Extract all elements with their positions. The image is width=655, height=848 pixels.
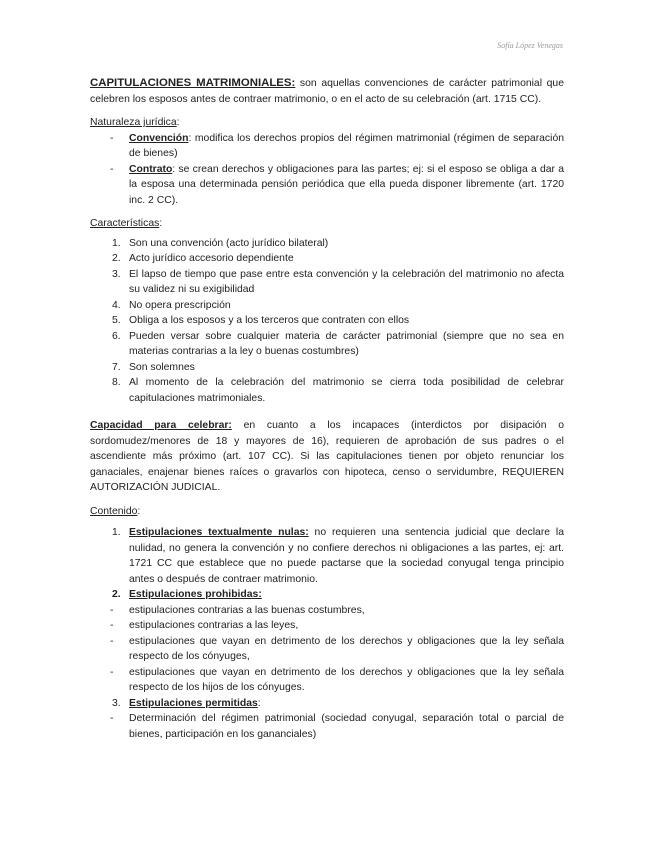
list-marker: 1.: [112, 237, 121, 249]
list-marker: 6.: [112, 330, 121, 342]
contenido-list-cont: [90, 696, 564, 712]
list-item: [90, 665, 564, 696]
list-item: [90, 525, 564, 587]
capacidad-title: Capacidad para celebrar:: [90, 420, 232, 431]
list-item: [90, 618, 564, 634]
list-item: [90, 267, 564, 298]
caracteristicas-list: [90, 236, 564, 407]
list-marker: 2.: [112, 253, 121, 264]
contenido-heading: Contenido:: [90, 505, 141, 517]
page-header-author: Sofía López Venegas: [497, 41, 563, 50]
list-marker: 7.: [112, 361, 121, 373]
naturaleza-list: [90, 131, 564, 209]
list-marker: 4.: [112, 299, 121, 311]
contenido-list: [90, 525, 564, 603]
item-suffix: :: [257, 697, 261, 709]
list-marker: 8.: [112, 377, 121, 388]
item-title: Estipulaciones permitidas: [129, 697, 258, 709]
list-marker: -: [110, 620, 114, 631]
item-text: Al momento de la celebración del matrimonio se cierra toda posibilidad de celebrar capitulaciones matrimoniales.: [129, 377, 564, 404]
capacidad-paragraph: [90, 418, 564, 496]
list-marker: -: [110, 163, 114, 175]
list-item: [90, 375, 564, 406]
permitidas-list: [90, 711, 564, 742]
caracteristicas-heading: Características:: [90, 218, 163, 229]
intro-title: CAPITULACIONES MATRIMONIALES:: [90, 77, 296, 89]
list-item: [90, 634, 564, 665]
item-text: El lapso de tiempo que pase entre esta convención y la celebración del matrimonio no afecta su validez ni su exigibilidad: [129, 268, 564, 295]
list-item: [90, 587, 564, 603]
item-text: estipulaciones que vayan en detrimento de los derechos y obligaciones que la ley señala respecto de los cónyuges,: [129, 635, 564, 662]
list-item: [90, 603, 564, 619]
caracteristicas-heading-text: Características: [90, 218, 160, 229]
list-marker: -: [110, 713, 114, 724]
list-marker: 1.: [112, 527, 121, 538]
item-text: no requieren una sentencia judicial que declare la nulidad, no genera la convención y no confiere derechos ni obligaciones a las partes, ej: art. 1721 CC que establece que no puede pactarse que la sociedad conyugal tenga principio antes o después de contraer matrimonio.: [129, 527, 564, 585]
list-item: [90, 313, 564, 329]
list-item: [90, 162, 564, 209]
item-text: No opera prescripción: [129, 299, 231, 311]
list-item: [90, 696, 564, 712]
item-text: estipulaciones que vayan en detrimento de los derechos y obligaciones que la ley señala respecto de los hijos de los cónyuges.: [129, 666, 564, 693]
list-marker: 3.: [112, 697, 121, 709]
item-text: Acto jurídico accesorio dependiente: [129, 253, 294, 264]
list-marker: -: [110, 132, 114, 144]
prohibidas-list: [90, 603, 564, 696]
item-text: estipulaciones contrarias a las leyes,: [129, 620, 299, 631]
list-marker: 2.: [112, 589, 121, 600]
item-text: estipulaciones contrarias a las buenas costumbres,: [129, 604, 365, 616]
list-marker: -: [110, 666, 114, 678]
list-marker: -: [110, 604, 114, 616]
list-item: [90, 131, 564, 162]
capacidad-text: en cuanto a los incapaces (interdictos por disipación o sordomudez/menores de 18 y mayores de 16), requieren de aprobación de sus padres o el ascendiente más próximo (art. 107 CC). Si las capitulaciones tienen por objeto renunciar los ganaciales, enajenar bienes raíces o gravarlos con hipoteca, censo o servidumbre, REQUIEREN AUTORIZACIÓN JUDICIAL.: [90, 420, 564, 493]
contenido-heading-text: Contenido: [90, 505, 138, 517]
list-marker: 3.: [112, 268, 121, 280]
list-marker: -: [110, 635, 114, 647]
item-text: Obliga a los esposos y a los terceros que contraten con ellos: [129, 315, 410, 326]
item-title: Estipulaciones textualmente nulas:: [129, 527, 309, 538]
list-marker: 5.: [112, 315, 121, 326]
list-item: [90, 236, 564, 252]
intro-text: son aquellas convenciones de carácter patrimonial que celebren los esposos antes de contraer matrimonio, o en el acto de su celebración (art. 1715 CC).: [90, 78, 564, 105]
item-text: : modifica los derechos propios del régimen matrimonial (régimen de separación de bienes): [129, 132, 564, 159]
item-title: Estipulaciones prohibidas:: [129, 589, 262, 600]
naturaleza-heading: Naturaleza jurídica:: [90, 117, 180, 128]
intro-paragraph: [90, 76, 564, 107]
item-text: Son solemnes: [129, 361, 195, 373]
document-body: [90, 76, 564, 742]
term-contrato: Contrato: [129, 163, 173, 175]
list-item: [90, 711, 564, 742]
item-text: Son una convención (acto jurídico bilateral): [129, 237, 329, 249]
naturaleza-heading-text: Naturaleza jurídica: [90, 117, 177, 128]
list-item: [90, 360, 564, 376]
item-text: : se crean derechos y obligaciones para las partes; ej: si el esposo se obliga a dar a la esposa una determinada pensión periódica que ella pueda disponer libremente (art. 1720 inc. 2 CC).: [129, 163, 564, 206]
item-text: Determinación del régimen patrimonial (sociedad conyugal, separación total o parcial de bienes, participación en los gananciales): [129, 713, 564, 740]
list-item: [90, 251, 564, 267]
list-item: [90, 329, 564, 360]
list-item: [90, 298, 564, 314]
item-text: Pueden versar sobre cualquier materia de carácter patrimonial (siempre que no sea en materias contrarias a la ley o buenas costumbres): [129, 330, 564, 357]
term-convencion: Convención: [129, 132, 189, 144]
